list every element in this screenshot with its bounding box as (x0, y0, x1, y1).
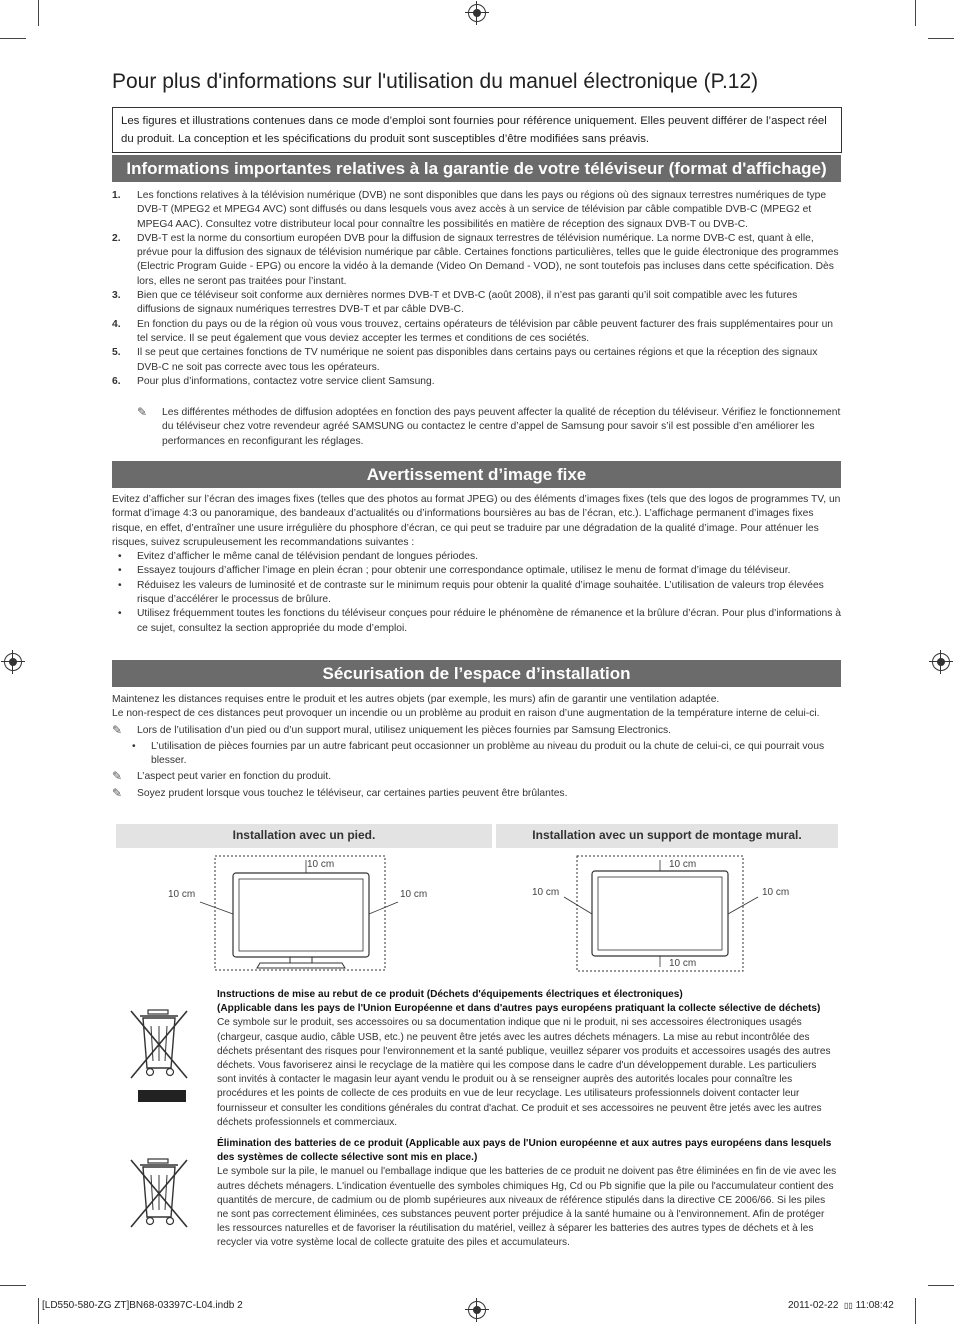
weee-subtitle: (Applicable dans les pays de l'Union Européenne et dans d'autres pays européens pratiquant la collecte sélective de déchets) (217, 1003, 821, 1015)
note-pencil-icon: ✎ (137, 405, 148, 419)
list-item: 3. Bien que ce téléviseur soit conforme aux dernières normes DVB-T et DVB-C (août 2008), il n’est pas garanti qu’il soit compatible avec les futures diffusions de signaux numériques terrestres DVB-T et par câble DVB-C. (112, 290, 798, 316)
crop-mark (915, 1298, 916, 1324)
registration-mark-icon (4, 653, 22, 671)
stand-clearance-diagram (160, 852, 440, 974)
list-item: • Evitez d’afficher le même canal de télévision pendant de longues périodes. (112, 550, 844, 564)
crop-mark (0, 1285, 26, 1286)
distance-label: 10 cm (400, 889, 428, 900)
distance-label: 10 cm (307, 859, 335, 870)
installation-note: ✎ L’aspect peut varier en fonction du produit. (112, 769, 332, 784)
crop-mark (915, 0, 916, 26)
installation-note: ✎ Lors de l’utilisation d’un pied ou d’un support mural, utilisez uniquement les pièces fournies par Samsung Electronics. (112, 722, 672, 737)
note-pencil-icon: ✎ (112, 722, 123, 737)
weee-section (217, 988, 837, 1130)
list-item: 5. Il se peut que certaines fonctions de TV numérique ne soient pas disponibles dans certains pays ou certaines régions et que la réception des signaux DVB-C ne soit pas correcte avec tous les opérateurs. (112, 347, 818, 373)
still-image-bullets (112, 550, 844, 636)
section-heading-warranty: Informations importantes relatives à la garantie de votre téléviseur (format d'affichage) (112, 155, 841, 182)
list-item: 1. Les fonctions relatives à la télévision numérique (DVB) ne sont disponibles que dans les pays ou régions où des signaux terrestres numériques de type DVB-T (MPEG2 et MPEG4 AVC) sont diffusés ou dans lesquels vous avez accès à un service de télévision par câble compatible DVB-C (MPEG2 et MPEG4 AAC). Consultez votre distributeur local pour connaître les possibilités en matière de réception des signaux DVB-T ou DVB-C. (112, 190, 827, 230)
section-heading-still-image: Avertissement d’image fixe (112, 461, 841, 488)
stand-installation-label: Installation avec un pied. (116, 824, 492, 848)
footer-file-name: [LD550-580-ZG ZT]BN68-03397C-L04.indb 2 (42, 1300, 243, 1311)
battery-title: Élimination des batteries de ce produit (Applicable aux pays de l'Union européenne et aux autres pays européens dans lesquels des systèmes de collecte sélective sont mis en place.) (217, 1138, 832, 1164)
list-item: • L’utilisation de pièces fournies par un autre fabricant peut occasionner un problème au niveau du produit ou la chute de celui-ci, ce qui pourrait vous blesser. (126, 740, 842, 769)
warranty-note: ✎ Les différentes méthodes de diffusion adoptées en fonction des pays peuvent affecter la qualité de réception du téléviseur. Vérifiez le fonctionnement du téléviseur chez votre revendeur agréé SAMSUNG ou contactez le centre d’appel de Samsung pour savoir s’il est possible d’en améliorer les performances en reconfigurant les réglages. (137, 405, 841, 447)
distance-label: 10 cm (168, 889, 196, 900)
registration-mark-icon (468, 1301, 486, 1319)
page-title: Pour plus d'informations sur l'utilisation du manuel électronique (P.12) (112, 70, 759, 93)
footer-timestamp: 2011-02-22 ▯▯ 11:08:42 (788, 1300, 894, 1311)
warranty-list (112, 189, 840, 389)
crossed-bin-icon (128, 1006, 190, 1102)
distance-label: 10 cm (669, 958, 697, 969)
registration-mark-icon (468, 4, 486, 22)
distance-label: 10 cm (762, 887, 790, 898)
list-item: 2. DVB-T est la norme du consortium européen DVB pour la diffusion de signaux terrestres de télévision numérique. La norme DVB-C est, quant à elle, prévue pour la diffusion des signaux de télévision numérique par câble. Certaines fonctions particulières, telles que le guide électronique des programmes (Electric Program Guide - EPG) ou encore la vidéo à la demande (Video On Demand - VOD), ne sont toutefois pas incluses dans cette spécification. Dès lors, elles ne seront pas traitées pour l’instant. (112, 232, 839, 287)
installation-note: ✎ Soyez prudent lorsque vous touchez le téléviseur, car certaines parties peuvent être brûlantes. (112, 785, 568, 800)
still-image-intro: Evitez d’afficher sur l’écran des images fixes (telles que des photos au format JPEG) ou des éléments d’images fixes (tels que des logos de programmes TV, un format d’image 4:3 ou panoramique, des bandeaux d’actualités ou d’informations boursières au bas de l’écran, etc.). L’affichage permanent d’images fixes risque, en effet, d’entraîner une usure irrégulière du phosphore d’écran, ce qui peut se traduire par une dégradation de la qualité d’image. Pour atténuer les risques, suivez scrupuleusement les recommandations suivantes : (112, 494, 841, 548)
list-item: • Utilisez fréquemment toutes les fonctions du téléviseur conçues pour réduire le phénomène de rémanence et la brûlure d’écran. Pour plus d’informations à ce sujet, consultez la section appropriée du mode d’emploi. (112, 607, 844, 636)
weee-title: Instructions de mise au rebut de ce produit (Déchets d'équipements électriques et électroniques) (217, 989, 683, 1000)
list-item: • Réduisez les valeurs de luminosité et de contraste sur le minimum requis pour obtenir la qualité d’image souhaitée. L’utilisation de valeurs trop élevées risque d’accélérer le processus de brûlure. (112, 579, 844, 608)
distance-label: 10 cm (669, 859, 697, 870)
crop-mark (928, 1285, 954, 1286)
battery-section (217, 1137, 837, 1251)
clock-glyph-icon: ▯▯ (843, 1301, 853, 1310)
installation-para: Maintenez les distances requises entre le produit et les autres objets (par exemple, les murs) afin de garantir une ventilation adaptée. (112, 694, 720, 705)
note-pencil-icon: ✎ (112, 769, 123, 784)
wall-clearance-diagram (530, 852, 798, 974)
list-item: 6. Pour plus d’informations, contactez votre service client Samsung. (112, 375, 435, 387)
wall-installation-label: Installation avec un support de montage mural. (496, 824, 838, 848)
weee-body: Ce symbole sur le produit, ses accessoires ou sa documentation indique que ni le produit, ni ses accessoires électroniques usagés (chargeur, casque audio, câble USB, etc.) ne peuvent être jetés avec les autres déchets ménagers. La mise au rebut incontrôlée des déchets présentant des risques pour l'environnement et la santé publique, veuillez séparer vos produits et accessoires usagés des autres déchets. Vous favoriserez ainsi le recyclage de la matière qui les compose dans le cadre d'un développement durable. Les particuliers sont invités à contacter le magasin leur ayant vendu le produit ou à se renseigner auprès des autorités locales pour connaître les procédures et les points de collecte de ces produits en vue de leur recyclage. Les utilisateurs professionnels doivent contacter leur fournisseur et consulter les conditions générales du contrat d'achat. Ce produit et ses accessoires ne peuvent être jetés avec les autres déchets professionnels et commerciaux. (217, 1017, 831, 1128)
disclaimer-box: Les figures et illustrations contenues dans ce mode d’emploi sont fournies pour référence uniquement. Elles peuvent différer de l’aspect réel du produit. La conception et les spécifications du produit sont susceptibles d’être modifiées sans préavis. (112, 107, 842, 153)
note-pencil-icon: ✎ (112, 785, 123, 800)
battery-body: Le symbole sur la pile, le manuel ou l'emballage indique que les batteries de ce produit ne doivent pas être éliminées en fin de vie avec les autres déchets ménagers. L'indication éventuelle des symboles chimiques Hg, Cd ou Pb signifie que la pile ou l'accumulateur contient des quantités de mercure, de cadmium ou de plomb supérieures aux niveaux de référence stipulés dans la directive CE 2006/66. Si les piles ne sont pas correctement éliminées, ces substances peuvent porter préjudice à la santé humaine ou à l'environnement. Afin de protéger les ressources naturelles et de favoriser la réutilisation du matériel, veillez à séparer les batteries des autres types de déchets et à les recycler via votre système local de collecte gratuite des piles et accumulateurs. (217, 1166, 837, 1249)
crop-mark (38, 0, 39, 26)
crop-mark (38, 1298, 39, 1324)
crop-mark (0, 38, 26, 39)
distance-label: 10 cm (532, 887, 560, 898)
crop-mark (928, 38, 954, 39)
still-image-body (112, 493, 844, 636)
installation-body (112, 693, 842, 801)
section-heading-installation: Sécurisation de l’espace d’installation (112, 660, 841, 687)
registration-mark-icon (932, 653, 950, 671)
list-item: 4. En fonction du pays ou de la région où vous vous trouvez, certains opérateurs de télévision par câble peuvent facturer des frais supplémentaires pour un tel service. Il se peut également que vous deviez accepter les termes et conditions de ces sociétés. (112, 318, 834, 344)
installation-para: Le non-respect de ces distances peut provoquer un incendie ou un problème au produit en raison d’une augmentation de la température interne de celui-ci. (112, 708, 820, 720)
crossed-battery-bin-icon (128, 1155, 190, 1233)
list-item: • Essayez toujours d’afficher l’image en plein écran ; pour obtenir une correspondance optimale, utilisez le menu de format d’image du téléviseur. (112, 564, 844, 578)
